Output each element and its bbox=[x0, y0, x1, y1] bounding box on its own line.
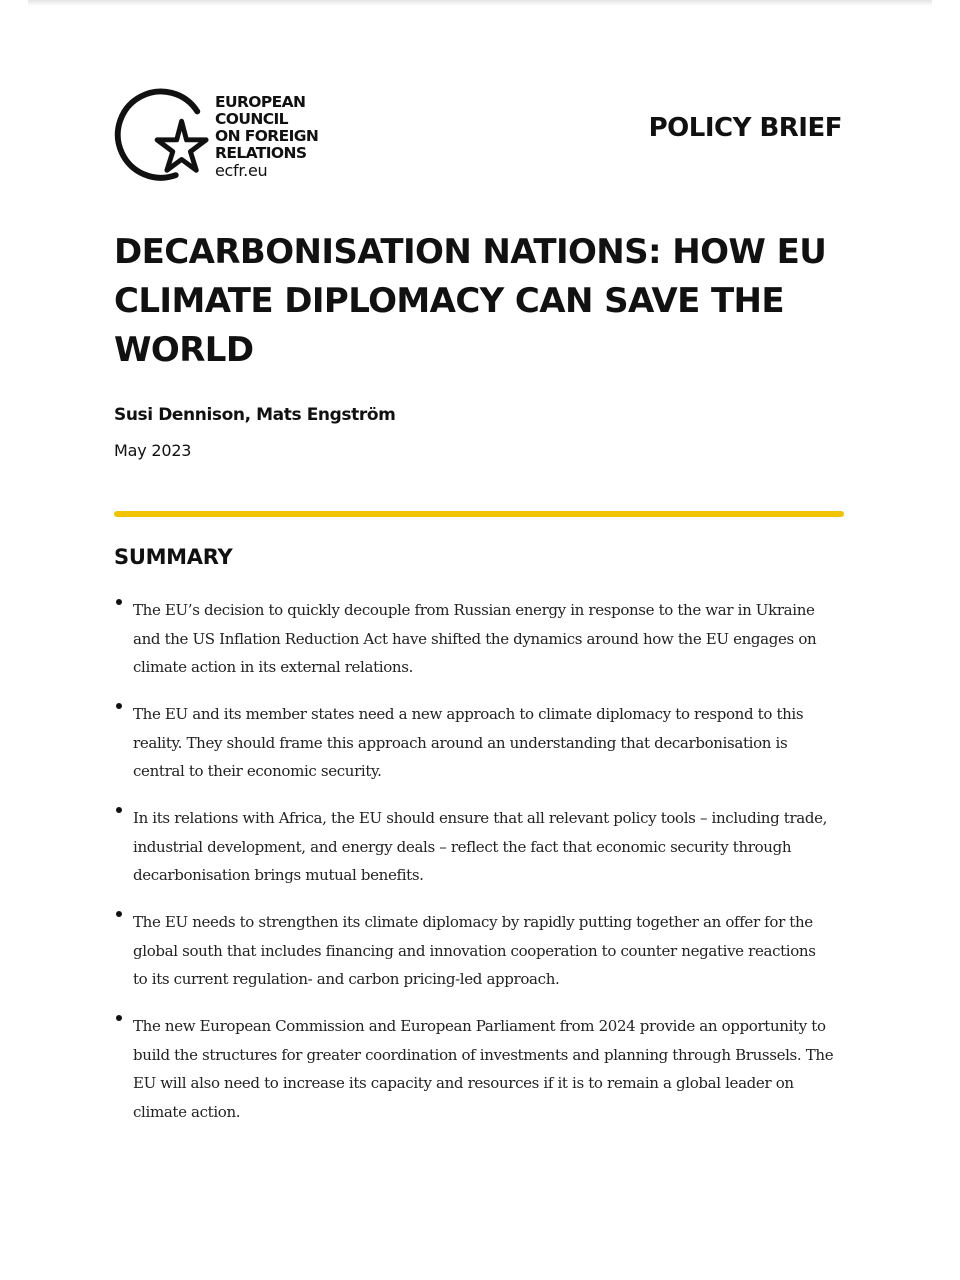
summary-item bbox=[114, 908, 834, 1012]
summary-item bbox=[114, 596, 834, 700]
logo-line-1: EUROPEAN bbox=[215, 93, 306, 111]
yellow-divider bbox=[114, 511, 844, 517]
authors: Susi Dennison, Mats Engström bbox=[114, 405, 396, 425]
summary-item-text: In its relations with Africa, the EU should ensure that all relevant policy tools – including trade, industrial development, and energy deals – reflect the fact that economic security through decarbonisation brings mutual benefits. bbox=[133, 809, 828, 884]
bullet-icon bbox=[116, 599, 122, 605]
page-top-shadow bbox=[28, 0, 932, 6]
summary-heading: SUMMARY bbox=[114, 545, 233, 569]
ecfr-logo bbox=[113, 84, 343, 184]
logo-wordmark bbox=[215, 94, 318, 179]
document-title: DECARBONISATION NATIONS: HOW EU CLIMATE DIPLOMACY CAN SAVE THE WORLD bbox=[114, 232, 827, 370]
summary-list bbox=[114, 596, 834, 1121]
summary-item-text: The EU’s decision to quickly decouple from Russian energy in response to the war in Ukraine and the US Inflation Reduction Act have shifted the dynamics around how the EU engages on climate action in its external relations. bbox=[133, 601, 817, 676]
logo-url: ecfr.eu bbox=[215, 161, 268, 180]
bullet-icon bbox=[116, 1015, 122, 1021]
bullet-icon bbox=[116, 911, 122, 917]
summary-item-text: The EU needs to strengthen its climate diplomacy by rapidly putting together an offer for the global south that includes financing and innovation cooperation to counter negative reactions to its current regulation- and carbon pricing-led approach. bbox=[133, 913, 816, 988]
logo-line-3: ON FOREIGN bbox=[215, 127, 319, 145]
bullet-icon bbox=[116, 807, 122, 813]
summary-item-text: The EU and its member states need a new approach to climate diplomacy to respond to this reality. They should frame this approach around an understanding that decarbonisation is central to their economic security. bbox=[133, 705, 804, 780]
bullet-icon bbox=[116, 703, 122, 709]
summary-item-text: The new European Commission and European Parliament from 2024 provide an opportunity to build the structures for greater coordination of investments and planning through Brussels. The EU will also need to increase its capacity and resources if it is to remain a global leader on climate action. bbox=[133, 1017, 834, 1121]
policy-brief-label: POLICY BRIEF bbox=[648, 113, 842, 143]
summary-item bbox=[114, 1012, 834, 1121]
summary-item bbox=[114, 700, 834, 804]
star-in-circle-icon bbox=[113, 84, 211, 182]
logo-line-4: RELATIONS bbox=[215, 144, 307, 162]
publication-date: May 2023 bbox=[114, 441, 192, 460]
summary-item bbox=[114, 804, 834, 908]
logo-line-2: COUNCIL bbox=[215, 110, 288, 128]
